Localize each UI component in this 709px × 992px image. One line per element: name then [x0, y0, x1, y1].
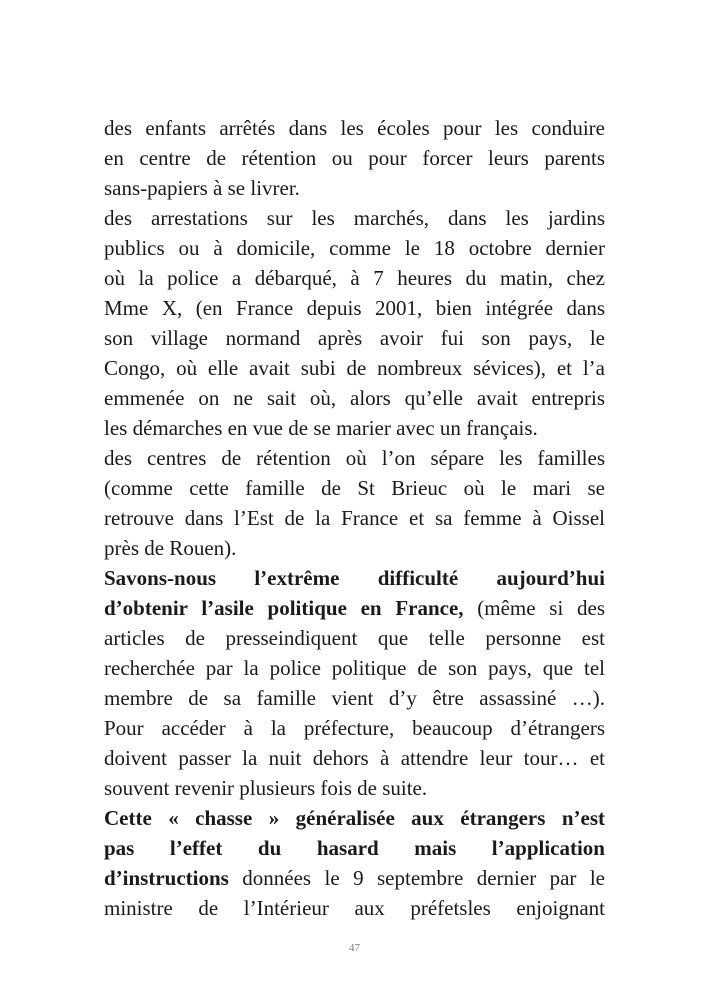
text-line: Mme X, (en France depuis 2001, bien intégrée dans [104, 296, 605, 320]
text-line: des enfants arrêtés dans les écoles pour les conduire [104, 116, 605, 140]
text-line: des centres de rétention où l’on sépare les familles [104, 446, 605, 470]
normal-run: (même si des [463, 596, 605, 620]
text-line: emmenée on ne sait où, alors qu’elle avait entrepris [104, 386, 605, 410]
text-line: retrouve dans l’Est de la France et sa femme à Oissel [104, 506, 605, 530]
text-line: (comme cette famille de St Brieuc où le mari se [104, 476, 605, 500]
text-line: membre de sa famille vient d’y être assassiné …). [104, 686, 605, 710]
text-line: doivent passer la nuit dehors à attendre leur tour… et [104, 746, 605, 770]
bold-run: d’obtenir l’asile politique en France, [104, 596, 464, 620]
text-line: des arrestations sur les marchés, dans les jardins [104, 206, 605, 230]
page-number: 47 [349, 942, 360, 954]
text-line: articles de presseindiquent que telle personne est [104, 626, 605, 650]
text-line: son village normand après avoir fui son pays, le [104, 326, 605, 350]
text-line-bold: Cette « chasse » généralisée aux étrangers n’est [104, 806, 605, 830]
text-line: ministre de l’Intérieur aux préfetsles enjoignant [104, 896, 605, 920]
text-line-mixed [104, 593, 605, 623]
text-line: recherchée par la police politique de son pays, que tel [104, 656, 605, 680]
text-line: publics ou à domicile, comme le 18 octobre dernier [104, 236, 605, 260]
text-line-mixed [104, 863, 605, 893]
text-line-bold: pas l’effet du hasard mais l’application [104, 836, 605, 860]
text-line: Pour accéder à la préfecture, beaucoup d’étrangers [104, 716, 605, 740]
text-line: les démarches en vue de se marier avec un français. [104, 416, 538, 440]
text-line: sans-papiers à se livrer. [104, 176, 300, 200]
text-line: où la police a débarqué, à 7 heures du matin, chez [104, 266, 605, 290]
text-line: près de Rouen). [104, 536, 237, 560]
text-line: en centre de rétention ou pour forcer leurs parents [104, 146, 605, 170]
bold-run: d’instructions [104, 866, 229, 890]
normal-run: données le 9 septembre dernier par le [228, 866, 605, 890]
text-line: souvent revenir plusieurs fois de suite. [104, 776, 428, 800]
body-text [104, 113, 605, 923]
text-line-bold: Savons-nous l’extrême difficulté aujourd’hui [104, 566, 605, 590]
text-line: Congo, où elle avait subi de nombreux sévices), et l’a [104, 356, 605, 380]
